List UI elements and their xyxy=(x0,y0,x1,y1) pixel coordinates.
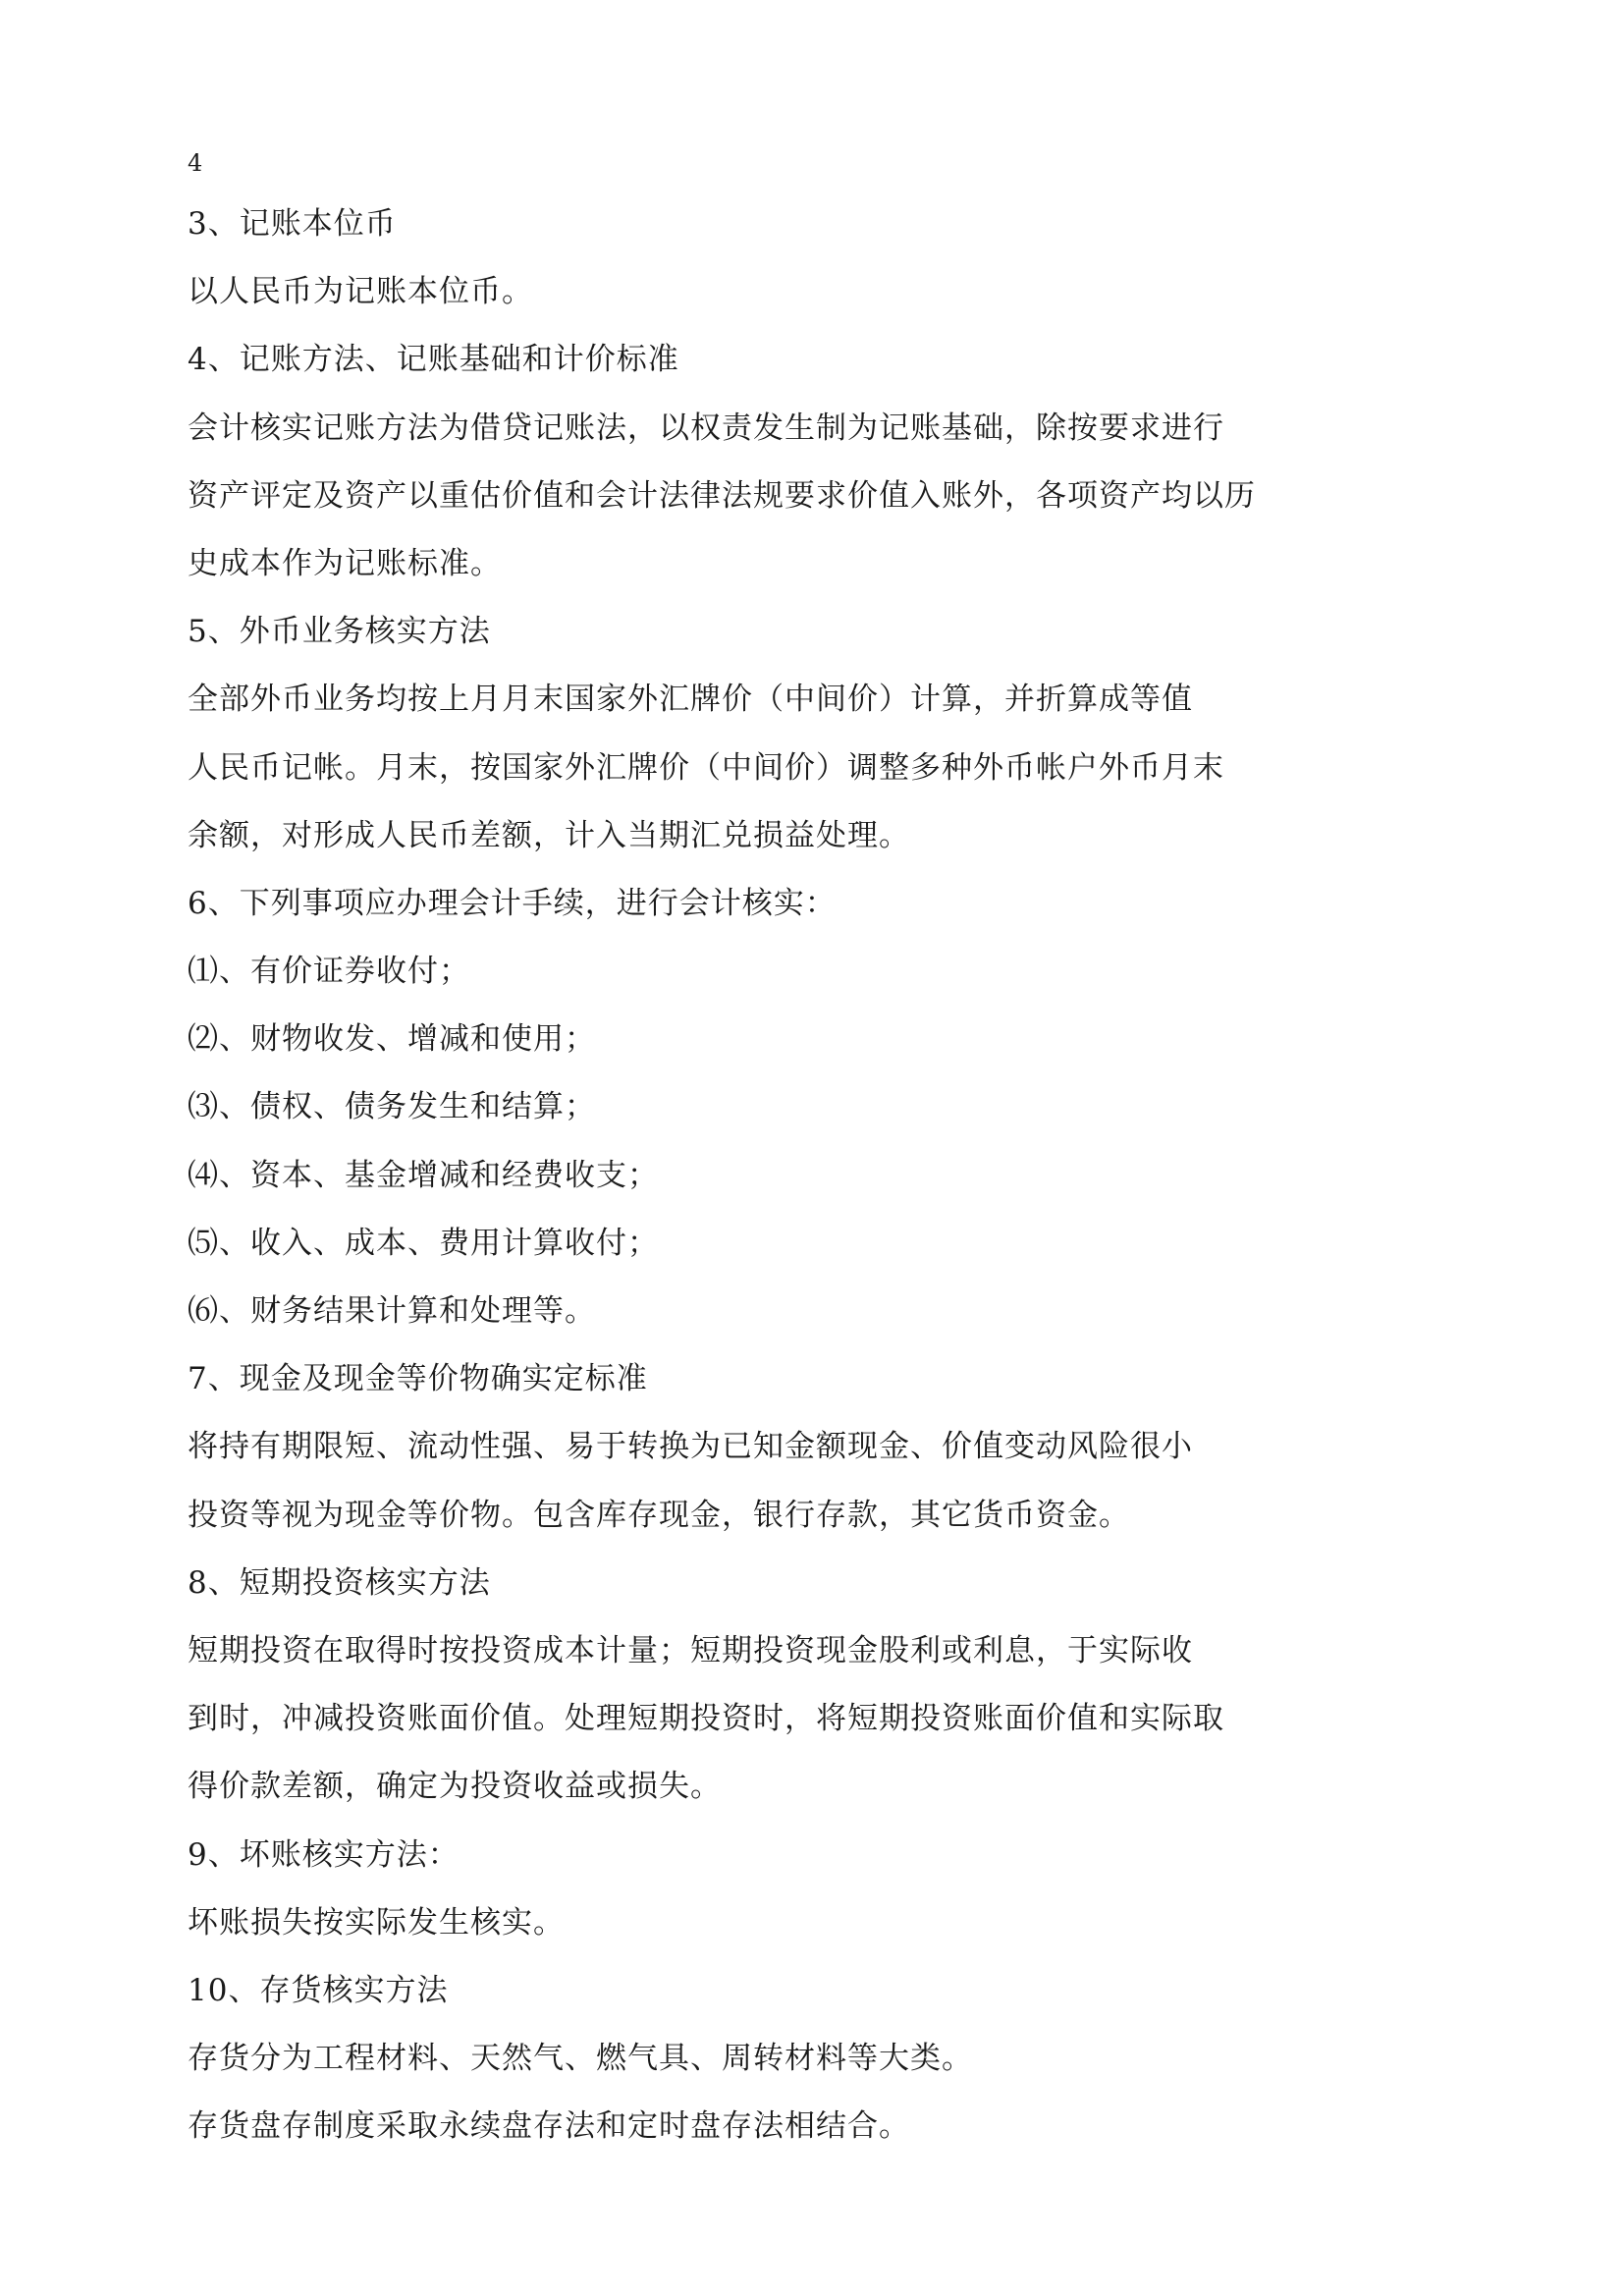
section-heading: 3、记账本位币 xyxy=(188,206,397,242)
paragraph-line: 全部外币业务均按上月月末国家外汇牌价（中间价）计算，并折算成等值 xyxy=(188,682,1193,718)
paragraph-line: 以人民币为记账本位币。 xyxy=(188,274,533,310)
section-heading: 10、存货核实方法 xyxy=(188,1972,449,2008)
paragraph-line: 余额，对形成人民币差额，计入当期汇兑损益处理。 xyxy=(188,817,910,853)
paragraph-line: 人民币记帐。月末，按国家外汇牌价（中间价）调整多种外币帐户外币月末 xyxy=(188,749,1224,786)
list-item: ⑶、债权、债务发生和结算； xyxy=(188,1089,596,1125)
paragraph-line: 短期投资在取得时按投资成本计量；短期投资现金股利或利息，于实际收 xyxy=(188,1632,1193,1668)
page-number: 4 xyxy=(188,149,203,177)
list-item: ⑷、资本、基金增减和经费收支； xyxy=(188,1157,659,1193)
paragraph-line: 史成本作为记账标准。 xyxy=(188,545,502,581)
paragraph-line: 会计核实记账方法为借贷记账法，以权责发生制为记账基础，除按要求进行 xyxy=(188,410,1224,446)
paragraph-line: 得价款差额，确定为投资收益或损失。 xyxy=(188,1769,722,1805)
section-heading: 6、下列事项应办理会计手续，进行会计核实： xyxy=(188,885,837,921)
paragraph-line: 存货盘存制度采取永续盘存法和定时盘存法相结合。 xyxy=(188,2108,910,2145)
document-body xyxy=(188,196,1366,2166)
section-heading: 8、短期投资核实方法 xyxy=(188,1564,491,1601)
paragraph-line: 将持有期限短、流动性强、易于转换为已知金额现金、价值变动风险很小 xyxy=(188,1429,1193,1465)
section-heading: 4、记账方法、记账基础和计价标准 xyxy=(188,342,679,378)
list-item: ⑵、财物收发、增减和使用； xyxy=(188,1021,596,1058)
section-heading: 9、坏账核实方法： xyxy=(188,1836,460,1873)
paragraph-line: 资产评定及资产以重估价值和会计法律法规要求价值入账外，各项资产均以历 xyxy=(188,477,1256,514)
paragraph-line: 投资等视为现金等价物。包含库存现金，银行存款，其它货币资金。 xyxy=(188,1497,1130,1533)
section-heading: 7、现金及现金等价物确实定标准 xyxy=(188,1361,648,1397)
section-heading: 5、外币业务核实方法 xyxy=(188,614,491,650)
list-item: ⑹、财务结果计算和处理等。 xyxy=(188,1293,596,1329)
paragraph-line: 存货分为工程材料、天然气、燃气具、周转材料等大类。 xyxy=(188,2041,973,2077)
list-item: ⑴、有价证券收付； xyxy=(188,954,470,990)
list-item: ⑸、收入、成本、费用计算收付； xyxy=(188,1225,659,1261)
paragraph-line: 坏账损失按实际发生核实。 xyxy=(188,1904,565,1941)
paragraph-line: 到时，冲减投资账面价值。处理短期投资时，将短期投资账面价值和实际取 xyxy=(188,1701,1224,1737)
